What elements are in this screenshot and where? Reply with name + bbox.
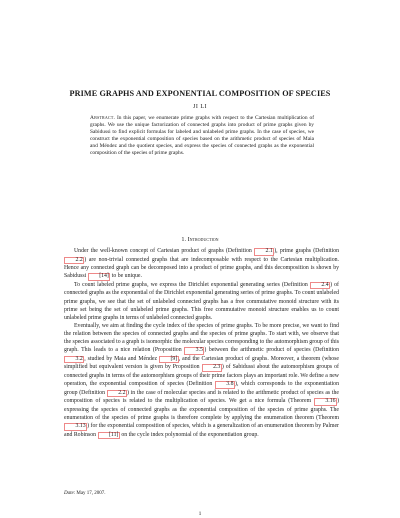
paragraph-text: ) of Sabidussi about the automorphism groups of connected graphs in terms of the automorphism groups of their prime factors plays an important role. We define a new operation, the exponential composition of species (Definition <box>64 364 339 387</box>
cross-reference-link[interactable]: 3.8 <box>215 381 235 389</box>
cross-reference-link[interactable]: 2.3 <box>202 364 222 372</box>
paragraph-text: on the cycle index polynomial of the exponentiation group. <box>119 431 259 438</box>
paragraph-text: , and the Cartesian product of graphs. Moreover, a theorem (whose simplified but equivalent version is given by Proposition <box>64 355 340 371</box>
footnote-label: Date <box>64 491 74 496</box>
paragraph-text: ) are non-trivial connected graphs that are indecomposable with respect to the Cartesian multiplication. Hence any connected graph can be decomposed into a product of prime graphs, and this decomposition is shown by Sabidussi <box>64 256 339 280</box>
paragraph-text: ) between the arithmetic product of species (Definition <box>204 347 339 354</box>
cross-reference-link[interactable]: 2.2 <box>64 257 84 265</box>
cross-reference-link[interactable]: 2.2 <box>107 390 127 398</box>
section-number: 1. <box>181 236 187 243</box>
paragraph-text: Eventually, we aim at finding the cycle index of the species of prime graphs. To be more precise, we want to find the relation between the species of connected graphs and the species of prime graphs. To start with, we observe that the species associated to a graph is isomorphic the molecular species corresponding to the automorphism group of this graph. This leads to a nice relation (Proposition <box>64 322 339 354</box>
date-footnote <box>64 491 339 497</box>
footnote-value: : May 17, 2007. <box>73 491 106 496</box>
cross-reference-link[interactable]: [9] <box>159 356 179 364</box>
cross-reference-link[interactable]: [14] <box>88 273 111 281</box>
cross-reference-link[interactable]: 3.16 <box>314 398 337 406</box>
cross-reference-link[interactable]: 2.4 <box>310 282 330 290</box>
cross-reference-link[interactable]: 3.2 <box>64 356 84 364</box>
paragraph-text: ), which corresponds to the exponentiation group (Definition <box>64 381 339 396</box>
section-title: Introduction <box>187 236 219 243</box>
section-heading <box>40 236 360 244</box>
abstract-text: In this paper, we enumerate prime graphs with respect to the Cartesian multiplication of graphs. We use the unique factorization of connected graphs into product of prime graphs given by Sabidussi to find explicit formulas for labeled and unlabeled prime graphs. In the case of species, we construct the exponential composition of species based on the arithmetic product of species of Maia and Méndez and the quotient species, and express the species of connected graphs as the exponential composition of the species of prime graphs. <box>90 115 314 156</box>
introduction-body <box>64 247 339 439</box>
abstract-label: Abstract. <box>90 115 116 121</box>
paragraph-text: Under the well-known concept of Cartesian product of graphs (Definition <box>74 248 254 254</box>
abstract <box>90 115 314 156</box>
paragraph-text: , studied by Maia and Méndez <box>84 355 159 362</box>
paragraph <box>64 281 339 322</box>
cross-reference-link[interactable]: 3.13 <box>64 423 87 431</box>
cross-reference-link[interactable]: [11] <box>98 432 120 440</box>
paragraph <box>64 322 339 439</box>
paper-title: PRIME GRAPHS AND EXPONENTIAL COMPOSITION OF SPECIES <box>69 89 331 98</box>
cross-reference-link[interactable]: 3.5 <box>184 347 204 355</box>
paragraph-text: to be unique. <box>110 273 142 280</box>
paragraph-text: ) expressing the species of connected graphs as the exponential composition of the species of prime graphs. The enumeration of the species of prime graphs is therefore complete by applying the enumeration theorem (Theorem <box>64 398 339 421</box>
paragraph-text: ) of connected graphs as the exponential of the Dirichlet exponential generating series of prime graphs. To count unlabeled prime graphs, we see that the set of unlabeled connected graphs has a free commutative monoid structure with its prime set being the set of unlabeled prime graphs. This free commutative monoid structure enables us to count unlabeled prime graphs in terms of unlabeled connected graphs. <box>64 281 339 321</box>
paragraph-text: ), prime graphs (Definition <box>274 248 339 254</box>
paragraph-text: To count labeled prime graphs, we express the Dirichlet exponential generating series (Definition <box>74 281 310 288</box>
cross-reference-link[interactable]: 2.1 <box>254 248 274 256</box>
page-number: 1 <box>198 511 202 517</box>
paragraph-text: ) in the case of molecular species and is related to the arithmetic product of species as the composition of species is related to the multiplication of species. We get a nice formula (Theorem <box>64 389 339 405</box>
author-name: JI LI <box>193 104 207 110</box>
paragraph <box>64 247 339 281</box>
paragraph-text: ) for the exponential composition of species, which is a generalization of an enumeration theorem by Palmer and Robinson <box>64 422 339 438</box>
